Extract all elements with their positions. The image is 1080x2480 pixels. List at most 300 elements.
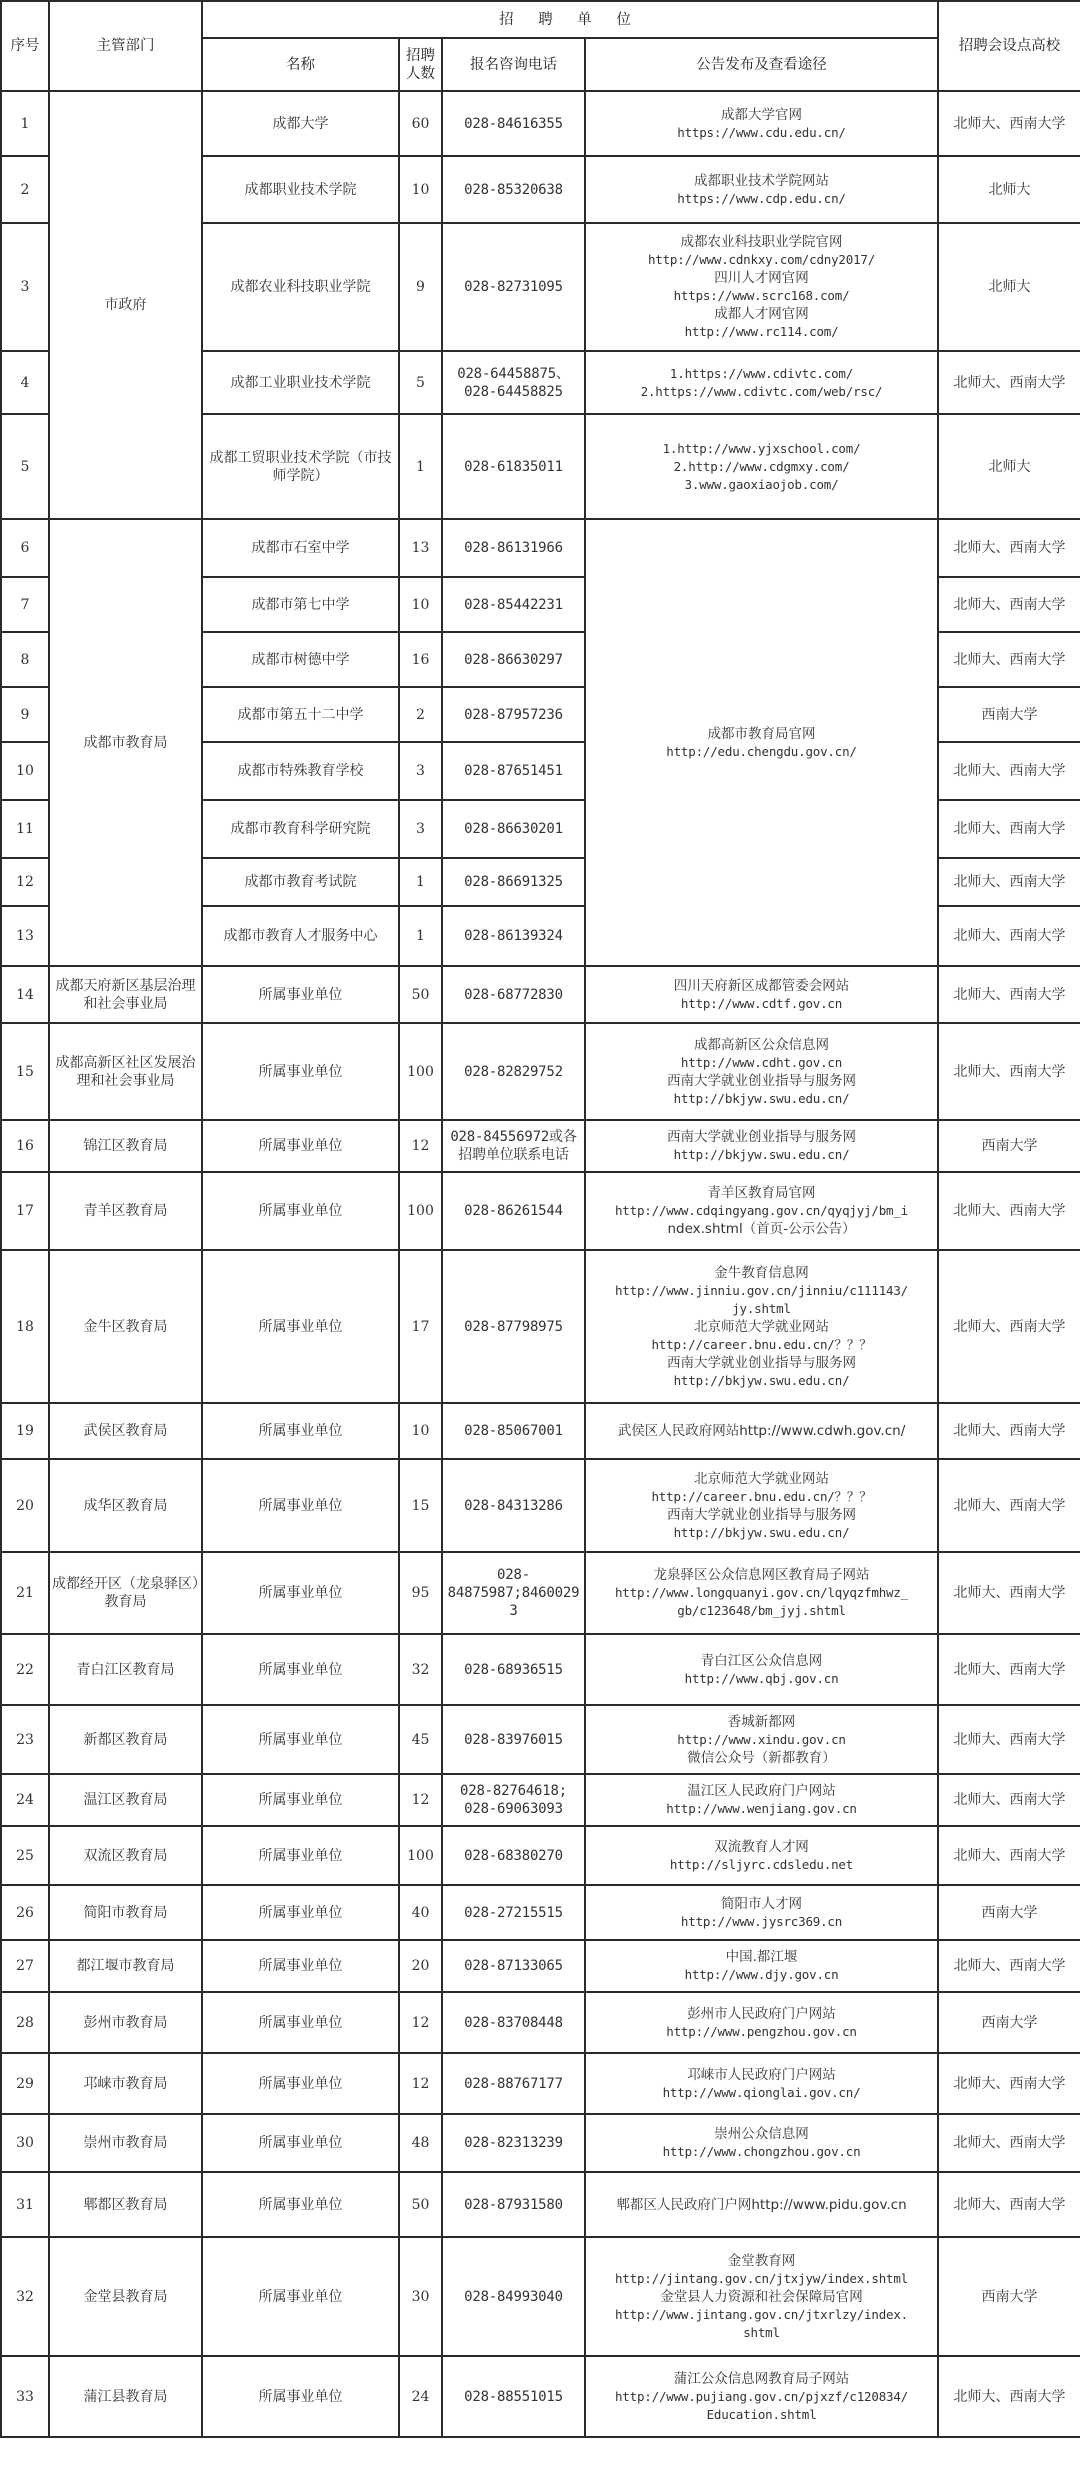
cell-seq: 3 (1, 223, 49, 351)
cell-unit-name: 所属事业单位 (202, 1552, 399, 1634)
header-seq: 序号 (1, 1, 49, 91)
cell-school: 北师大、西南大学 (938, 2172, 1080, 2237)
cell-line: 028- (497, 1567, 530, 1583)
cell-channel (585, 351, 938, 414)
cell-line: 028-85067001 (464, 1423, 563, 1439)
channel-link[interactable]: gb/c123648/bm_jyj.shtml (677, 1603, 846, 1618)
channel-link[interactable]: http://career.bnu.edu.cn/？？？ (651, 1488, 872, 1504)
table-row (1, 91, 1080, 156)
cell-phone (442, 1940, 585, 1992)
cell-seq: 19 (1, 1403, 49, 1459)
cell-phone (442, 1634, 585, 1705)
cell-count: 100 (399, 1172, 442, 1250)
cell-school: 北师大、西南大学 (938, 2053, 1080, 2114)
header-recruiting-unit-group: 招 聘 单 位 (202, 1, 938, 38)
cell-seq: 23 (1, 1705, 49, 1774)
channel-label: 崇州公众信息网 (714, 2126, 809, 2142)
cell-line: 028-86630297 (464, 651, 563, 668)
cell-line: 84875987;8460029 (447, 1585, 580, 1601)
cell-school: 北师大、西南大学 (938, 1552, 1080, 1634)
cell-dept: 双流区教育局 (49, 1826, 202, 1885)
cell-unit-name: 所属事业单位 (202, 966, 399, 1023)
cell-phone (442, 800, 585, 858)
cell-dept: 都江堰市教育局 (49, 1940, 202, 1992)
cell-count: 10 (399, 1403, 442, 1459)
channel-link[interactable]: http://bkjyw.swu.edu.cn/ (673, 1372, 850, 1388)
table-row (1, 1634, 1080, 1705)
cell-phone (442, 91, 585, 156)
cell-count: 40 (399, 1885, 442, 1940)
cell-channel (585, 1403, 938, 1459)
cell-count: 20 (399, 1940, 442, 1992)
table-header (1, 1, 1080, 91)
channel-link[interactable]: http://www.chongzhou.gov.cn (662, 2144, 861, 2159)
cell-unit-name: 成都市特殊教育学校 (202, 742, 399, 800)
cell-count: 1 (399, 414, 442, 519)
cell-unit-name: 所属事业单位 (202, 1403, 399, 1459)
cell-dept: 成都高新区社区发展治理和社会事业局 (49, 1023, 202, 1120)
table-row (1, 1705, 1080, 1774)
channel-label: 彭州市人民政府门户网站 (687, 2005, 836, 2022)
channel-label: 金堂县人力资源和社会保障局官网 (660, 2288, 863, 2305)
cell-seq: 27 (1, 1940, 49, 1992)
channel-label: 温江区人民政府门户网站 (687, 1783, 836, 1799)
cell-dept-education-bureau: 成都市教育局 (49, 519, 202, 966)
cell-school: 北师大、西南大学 (938, 1826, 1080, 1885)
channel-link[interactable]: http://www.cdnkxy.com/cdny2017/ (647, 252, 876, 267)
channel-label: 金堂教育网 (727, 2252, 796, 2269)
channel-link[interactable]: 3.www.gaoxiaojob.com/ (684, 476, 839, 492)
cell-phone (442, 2356, 585, 2437)
cell-channel (585, 1172, 938, 1250)
cell-line: 028-84556972或各 (450, 1129, 577, 1145)
channel-label: 中国.都江堰 (725, 1949, 798, 1965)
cell-line: 028-82764618; (460, 1783, 567, 1799)
cell-school: 北师大、西南大学 (938, 742, 1080, 800)
channel-label: 北京师范大学就业网站 (694, 1470, 829, 1487)
cell-line: 028-87957236 (464, 706, 563, 723)
table-row (1, 1459, 1080, 1552)
cell-seq: 30 (1, 2114, 49, 2172)
cell-phone (442, 1120, 585, 1172)
cell-count: 30 (399, 2237, 442, 2356)
channel-link[interactable]: https://www.cdp.edu.cn/ (677, 190, 846, 206)
channel-label: 成都农业科技职业学院官网 (680, 234, 843, 250)
cell-school: 北师大、西南大学 (938, 519, 1080, 577)
cell-phone (442, 223, 585, 351)
cell-school: 北师大、西南大学 (938, 966, 1080, 1023)
cell-channel (585, 1023, 938, 1120)
cell-channel (585, 1634, 938, 1705)
cell-unit-name: 成都市教育科学研究院 (202, 800, 399, 858)
cell-count: 32 (399, 1634, 442, 1705)
cell-unit-name: 成都工贸职业技术学院（市技师学院） (202, 414, 399, 519)
channel-link[interactable]: http://www.cdht.gov.cn (680, 1054, 843, 1070)
cell-line: 028-83976015 (464, 1731, 563, 1748)
channel-link[interactable]: http://www.pujiang.gov.cn/pjxzf/c120834/ (614, 2388, 909, 2404)
cell-unit-name: 所属事业单位 (202, 2237, 399, 2356)
cell-line: 028-86630201 (464, 821, 563, 837)
cell-channel (585, 1940, 938, 1992)
cell-line: 028-84313286 (464, 1497, 563, 1514)
channel-link[interactable]: http://www.cdtf.gov.cn (680, 995, 843, 1011)
cell-phone (442, 414, 585, 519)
channel-link[interactable]: http://sljyrc.cdsledu.net (669, 1856, 854, 1872)
channel-link[interactable]: 郫都区人民政府门户网http://www.pidu.gov.cn (616, 2196, 907, 2213)
channel-link[interactable]: http://www.xindu.gov.cn (677, 1731, 846, 1747)
channel-link[interactable]: http://bkjyw.swu.edu.cn/ (673, 1090, 850, 1106)
cell-line: 028-88551015 (464, 2388, 563, 2405)
channel-label: 北京师范大学就业网站 (694, 1318, 829, 1335)
cell-count: 10 (399, 156, 442, 223)
cell-unit-name: 所属事业单位 (202, 2172, 399, 2237)
cell-count: 100 (399, 1023, 442, 1120)
cell-seq: 15 (1, 1023, 49, 1120)
cell-seq: 5 (1, 414, 49, 519)
cell-line: 028-87798975 (464, 1318, 563, 1335)
channel-link[interactable]: http://www.jintang.gov.cn/jtxrlzy/index. (614, 2306, 909, 2322)
cell-phone (442, 858, 585, 906)
table-row (1, 2172, 1080, 2237)
cell-line: 028-86131966 (464, 540, 563, 556)
cell-count: 50 (399, 966, 442, 1023)
cell-count: 17 (399, 1250, 442, 1403)
cell-line: 028-68380270 (464, 1847, 563, 1864)
cell-count: 45 (399, 1705, 442, 1774)
header-school: 招聘会设点高校 (938, 1, 1080, 91)
channel-label: 成都大学官网 (721, 106, 802, 123)
cell-school: 北师大、西南大学 (938, 1459, 1080, 1552)
channel-link[interactable]: http://www.djy.gov.cn (684, 1967, 839, 1982)
cell-dept: 蒲江县教育局 (49, 2356, 202, 2437)
cell-count: 3 (399, 742, 442, 800)
cell-unit-name: 所属事业单位 (202, 2114, 399, 2172)
cell-unit-name: 成都市石室中学 (202, 519, 399, 577)
cell-seq: 2 (1, 156, 49, 223)
channel-link[interactable]: http://www.qionglai.gov.cn/ (662, 2084, 861, 2100)
cell-school: 北师大、西南大学 (938, 1023, 1080, 1120)
cell-school: 北师大、西南大学 (938, 2114, 1080, 2172)
cell-dept: 成华区教育局 (49, 1459, 202, 1552)
channel-link[interactable]: http://www.jinniu.gov.cn/jinniu/c111143/ (614, 1282, 909, 1298)
cell-dept: 金牛区教育局 (49, 1250, 202, 1403)
channel-link[interactable]: http://www.pengzhou.gov.cn (666, 2023, 857, 2039)
cell-school: 西南大学 (938, 687, 1080, 742)
cell-seq: 8 (1, 632, 49, 687)
cell-dept: 成都天府新区基层治理和社会事业局 (49, 966, 202, 1023)
cell-unit-name: 成都工业职业技术学院 (202, 351, 399, 414)
cell-unit-name: 成都市第七中学 (202, 577, 399, 632)
cell-channel (585, 1774, 938, 1826)
cell-seq: 18 (1, 1250, 49, 1403)
cell-line: 028-84616355 (464, 115, 563, 132)
channel-label: 香城新都网 (727, 1713, 796, 1730)
cell-phone (442, 1826, 585, 1885)
cell-school: 北师大、西南大学 (938, 1940, 1080, 1992)
cell-school: 北师大、西南大学 (938, 1403, 1080, 1459)
cell-phone (442, 966, 585, 1023)
cell-count: 60 (399, 91, 442, 156)
table-row (1, 2053, 1080, 2114)
cell-school: 北师大、西南大学 (938, 351, 1080, 414)
cell-line: 028-64458825 (464, 383, 563, 400)
cell-channel (585, 966, 938, 1023)
cell-dept: 郫都区教育局 (49, 2172, 202, 2237)
cell-school: 北师大 (938, 414, 1080, 519)
cell-seq: 32 (1, 2237, 49, 2356)
cell-unit-name: 所属事业单位 (202, 1885, 399, 1940)
cell-channel (585, 1992, 938, 2053)
channel-link[interactable]: jy.shtml (732, 1300, 791, 1316)
cell-school: 北师大、西南大学 (938, 577, 1080, 632)
cell-count: 12 (399, 1120, 442, 1172)
table-row (1, 1992, 1080, 2053)
cell-phone (442, 1774, 585, 1826)
cell-phone (442, 2172, 585, 2237)
cell-count: 100 (399, 1826, 442, 1885)
cell-phone (442, 1552, 585, 1634)
cell-channel (585, 2114, 938, 2172)
cell-phone (442, 906, 585, 966)
cell-seq: 4 (1, 351, 49, 414)
cell-line: 028-86691325 (464, 874, 563, 890)
cell-school: 西南大学 (938, 1885, 1080, 1940)
table-row (1, 1552, 1080, 1634)
cell-unit-name: 成都大学 (202, 91, 399, 156)
cell-unit-name: 所属事业单位 (202, 1172, 399, 1250)
channel-link[interactable]: https://www.cdu.edu.cn/ (677, 124, 846, 140)
channel-link[interactable]: http://jintang.gov.cn/jtxjyw/index.shtml (614, 2270, 909, 2286)
cell-seq: 28 (1, 1992, 49, 2053)
cell-seq: 6 (1, 519, 49, 577)
cell-seq: 13 (1, 906, 49, 966)
table-row (1, 1172, 1080, 1250)
cell-line: 028-84993040 (464, 2288, 563, 2305)
table-row (1, 966, 1080, 1023)
cell-count: 95 (399, 1552, 442, 1634)
cell-channel (585, 2237, 938, 2356)
table-row (1, 1826, 1080, 1885)
channel-link[interactable]: http://bkjyw.swu.edu.cn/ (673, 1524, 850, 1540)
cell-channel (585, 1120, 938, 1172)
cell-line: 028-86261544 (464, 1203, 563, 1219)
cell-count: 1 (399, 906, 442, 966)
cell-seq: 11 (1, 800, 49, 858)
cell-channel (585, 1826, 938, 1885)
cell-line: 招聘单位联系电话 (458, 1147, 569, 1163)
cell-unit-name: 成都市树德中学 (202, 632, 399, 687)
cell-phone (442, 519, 585, 577)
channel-label: 金牛教育信息网 (714, 1264, 809, 1281)
table-row (1, 1885, 1080, 1940)
cell-channel (585, 156, 938, 223)
channel-link[interactable]: http://career.bnu.edu.cn/？？？ (651, 1336, 872, 1352)
channel-link[interactable]: 1.https://www.cdivtc.com/ (669, 365, 854, 381)
cell-school: 北师大、西南大学 (938, 91, 1080, 156)
cell-phone (442, 156, 585, 223)
channel-label: 四川天府新区成都管委会网站 (673, 977, 850, 994)
cell-line: 028-88767177 (464, 2075, 563, 2092)
cell-count: 13 (399, 519, 442, 577)
channel-link[interactable]: 2.https://www.cdivtc.com/web/rsc/ (640, 383, 883, 399)
cell-unit-name: 所属事业单位 (202, 1940, 399, 1992)
cell-unit-name: 所属事业单位 (202, 1826, 399, 1885)
cell-channel (585, 1552, 938, 1634)
channel-label: 西南大学就业创业指导与服务网 (667, 1072, 856, 1089)
channel-link[interactable]: http://www.qbj.gov.cn (684, 1670, 839, 1686)
channel-link[interactable]: http://www.cdqingyang.gov.cn/qyqjyj/bm_i (614, 1203, 909, 1218)
table-row (1, 1774, 1080, 1826)
table-row (1, 1940, 1080, 1992)
cell-dept: 金堂县教育局 (49, 2237, 202, 2356)
cell-line: 028-87931580 (464, 2196, 563, 2213)
channel-label: 双流教育人才网 (714, 1838, 809, 1855)
cell-phone (442, 632, 585, 687)
cell-dept: 简阳市教育局 (49, 1885, 202, 1940)
cell-line: 028-68936515 (464, 1661, 563, 1678)
cell-seq: 10 (1, 742, 49, 800)
table-body (1, 91, 1080, 2437)
cell-unit-name: 所属事业单位 (202, 1705, 399, 1774)
cell-line: 028-82313239 (464, 2135, 563, 2151)
cell-count: 50 (399, 2172, 442, 2237)
channel-link[interactable]: http://bkjyw.swu.edu.cn/ (673, 1147, 850, 1162)
channel-label: shtml (743, 2324, 780, 2340)
channel-label: 龙泉驿区公众信息网区教育局子网站 (653, 1567, 870, 1583)
channel-link[interactable]: http://edu.chengdu.gov.cn/ (666, 743, 857, 759)
cell-phone (442, 1885, 585, 1940)
channel-label: 青羊区教育局官网 (707, 1185, 816, 1201)
channel-link[interactable]: http://www.longquanyi.gov.cn/lqyqzfmhwz_ (614, 1585, 909, 1600)
table-row (1, 1120, 1080, 1172)
cell-line: 028-61835011 (464, 458, 563, 475)
cell-unit-name: 所属事业单位 (202, 1023, 399, 1120)
cell-unit-name: 所属事业单位 (202, 1774, 399, 1826)
cell-line: 028-85442231 (464, 596, 563, 613)
cell-phone (442, 1023, 585, 1120)
cell-unit-name: 成都职业技术学院 (202, 156, 399, 223)
cell-phone (442, 1403, 585, 1459)
channel-link[interactable]: http://www.rc114.com/ (684, 324, 839, 339)
cell-phone (442, 1705, 585, 1774)
channel-link[interactable]: 1.http://www.yjxschool.com/ (662, 440, 861, 456)
cell-school: 西南大学 (938, 2237, 1080, 2356)
cell-phone (442, 2114, 585, 2172)
cell-dept: 青白江区教育局 (49, 1634, 202, 1705)
cell-channel (585, 1459, 938, 1552)
cell-count: 3 (399, 800, 442, 858)
channel-label: 青白江区公众信息网 (700, 1652, 823, 1669)
cell-seq: 21 (1, 1552, 49, 1634)
cell-phone (442, 1172, 585, 1250)
cell-dept-city-government: 市政府 (49, 91, 202, 519)
channel-link[interactable]: Education.shtml (706, 2406, 817, 2422)
cell-unit-name: 成都市第五十二中学 (202, 687, 399, 742)
cell-school: 西南大学 (938, 1120, 1080, 1172)
cell-school: 北师大、西南大学 (938, 2356, 1080, 2437)
header-dept: 主管部门 (49, 1, 202, 91)
cell-seq: 14 (1, 966, 49, 1023)
cell-dept: 崇州市教育局 (49, 2114, 202, 2172)
cell-seq: 31 (1, 2172, 49, 2237)
cell-line: 028-64458875、 (457, 365, 570, 382)
cell-dept: 温江区教育局 (49, 1774, 202, 1826)
cell-channel (585, 2356, 938, 2437)
cell-channel (585, 91, 938, 156)
cell-seq: 29 (1, 2053, 49, 2114)
cell-channel (585, 2053, 938, 2114)
table-row (1, 2237, 1080, 2356)
channel-link[interactable]: 2.http://www.cdgmxy.com/ (673, 458, 850, 474)
cell-seq: 9 (1, 687, 49, 742)
cell-count: 10 (399, 577, 442, 632)
cell-line: 028-69063093 (464, 1801, 563, 1817)
cell-seq: 7 (1, 577, 49, 632)
cell-phone (442, 2237, 585, 2356)
header-count: 招聘人数 (399, 38, 442, 91)
channel-label: 成都市教育局官网 (707, 725, 816, 742)
cell-line: 3 (509, 1603, 518, 1619)
cell-channel (585, 414, 938, 519)
channel-link[interactable]: ndex.shtml（首页-公示公告） (667, 1221, 856, 1237)
cell-count: 1 (399, 858, 442, 906)
channel-link[interactable]: http://www.wenjiang.gov.cn (666, 1801, 857, 1816)
cell-seq: 26 (1, 1885, 49, 1940)
channel-link[interactable]: 武侯区人民政府网站http://www.cdwh.gov.cn/ (617, 1423, 906, 1439)
cell-phone (442, 1459, 585, 1552)
cell-seq: 25 (1, 1826, 49, 1885)
cell-unit-name: 所属事业单位 (202, 2053, 399, 2114)
cell-school: 北师大、西南大学 (938, 858, 1080, 906)
cell-line: 028-27215515 (464, 1904, 563, 1921)
channel-label: 西南大学就业创业指导与服务网 (667, 1354, 856, 1371)
cell-dept: 锦江区教育局 (49, 1120, 202, 1172)
header-phone: 报名咨询电话 (442, 38, 585, 91)
cell-line: 028-82731095 (464, 279, 563, 295)
cell-count: 5 (399, 351, 442, 414)
cell-channel (585, 2172, 938, 2237)
cell-school: 北师大、西南大学 (938, 1705, 1080, 1774)
header-channel: 公告发布及查看途径 (585, 38, 938, 91)
table-row (1, 519, 1080, 577)
cell-phone (442, 2053, 585, 2114)
cell-line: 028-86139324 (464, 928, 563, 944)
cell-dept: 新都区教育局 (49, 1705, 202, 1774)
channel-label: 成都高新区公众信息网 (694, 1036, 829, 1053)
cell-dept: 武侯区教育局 (49, 1403, 202, 1459)
cell-unit-name: 所属事业单位 (202, 1459, 399, 1552)
cell-count: 12 (399, 1992, 442, 2053)
cell-phone (442, 577, 585, 632)
cell-school: 北师大、西南大学 (938, 1774, 1080, 1826)
cell-unit-name: 成都市教育人才服务中心 (202, 906, 399, 966)
cell-phone (442, 351, 585, 414)
cell-school: 北师大、西南大学 (938, 632, 1080, 687)
cell-count: 12 (399, 2053, 442, 2114)
cell-line: 028-83708448 (464, 2014, 563, 2031)
cell-line: 028-68772830 (464, 986, 563, 1003)
cell-seq: 20 (1, 1459, 49, 1552)
cell-school: 北师大 (938, 223, 1080, 351)
cell-line: 028-82829752 (464, 1063, 563, 1080)
cell-unit-name: 成都农业科技职业学院 (202, 223, 399, 351)
channel-link[interactable]: http://www.jysrc369.cn (680, 1913, 843, 1929)
cell-dept: 邛崃市教育局 (49, 2053, 202, 2114)
channel-label: 成都人才网官网 (714, 306, 809, 322)
cell-count: 12 (399, 1774, 442, 1826)
channel-link[interactable]: https://www.scrc168.com/ (673, 288, 850, 303)
channel-label: 简阳市人才网 (721, 1895, 802, 1912)
